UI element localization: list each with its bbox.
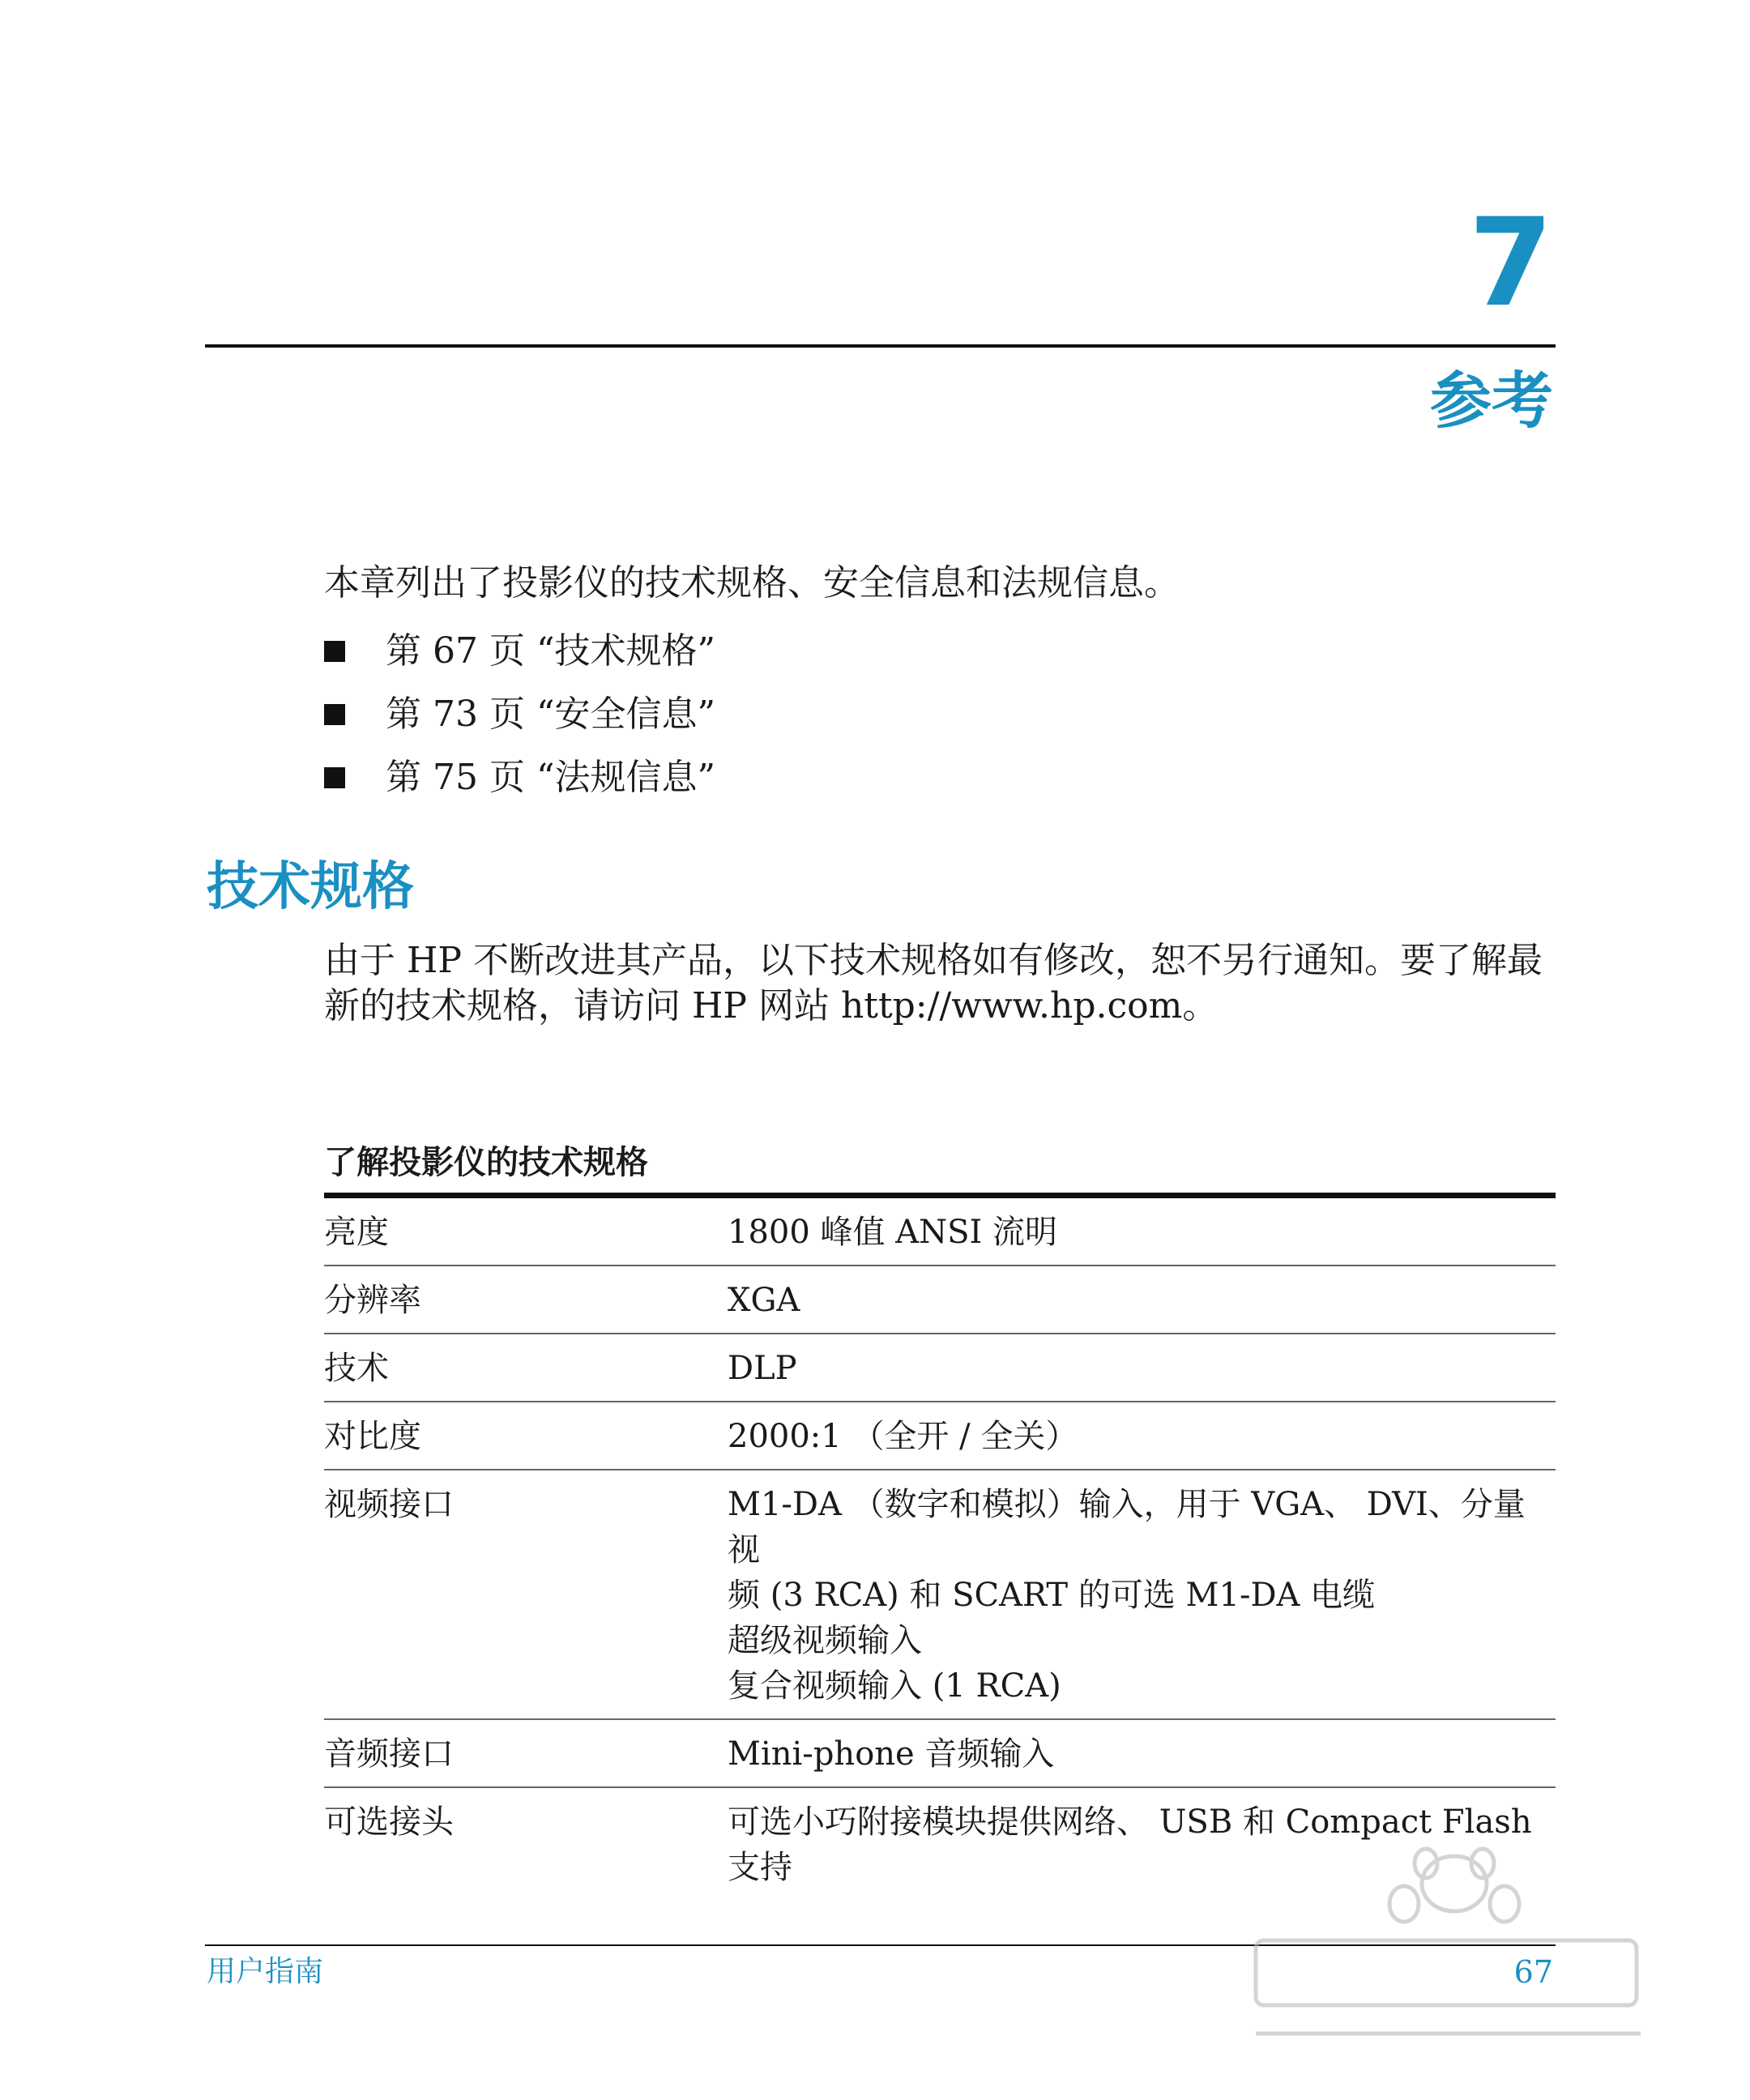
hp-website-link[interactable]: http://www.hp.com xyxy=(840,985,1183,1027)
list-item[interactable] xyxy=(324,746,715,809)
section-body-punct: 。 xyxy=(1182,985,1219,1027)
list-item-text: 第 75 页 “法规信息” xyxy=(386,757,715,798)
table-row xyxy=(324,1198,1556,1266)
bullet-square-icon xyxy=(324,767,345,788)
spec-label: 对比度 xyxy=(324,1418,421,1455)
spec-value-line: 频 (3 RCA) 和 SCART 的可选 M1-DA 电缆 xyxy=(728,1577,1376,1614)
spec-value: 1800 峰值 ANSI 流明 xyxy=(728,1214,1058,1251)
spec-label: 可选接头 xyxy=(324,1803,454,1841)
table-row xyxy=(324,1787,1556,1900)
list-item[interactable] xyxy=(324,620,715,683)
spec-value: Mini-phone 音频输入 xyxy=(728,1735,1055,1773)
footer-divider xyxy=(205,1944,1556,1946)
spec-value: DLP xyxy=(728,1350,797,1387)
footer-guide-title: 用户指南 xyxy=(207,1955,324,1988)
spec-value: XGA xyxy=(728,1282,800,1319)
chapter-number: 7 xyxy=(1468,193,1553,334)
bullet-square-icon xyxy=(324,704,345,725)
spec-value: 可选小巧附接模块提供网络、 USB 和 Compact Flash 支持 xyxy=(728,1803,1532,1886)
spec-label: 视频接口 xyxy=(324,1486,454,1523)
list-item[interactable] xyxy=(324,683,715,746)
table-row xyxy=(324,1470,1556,1719)
chapter-contents-list xyxy=(324,620,715,809)
chapter-divider xyxy=(205,344,1556,348)
table-row xyxy=(324,1266,1556,1334)
list-item-text: 第 73 页 “安全信息” xyxy=(386,694,715,735)
table-row xyxy=(324,1402,1556,1470)
chapter-title: 参考 xyxy=(1430,365,1553,437)
spec-value-line: 超级视频输入 xyxy=(728,1622,922,1659)
spec-table xyxy=(324,1198,1556,1900)
section-body-line: 由于 HP 不断改进其产品，以下技术规格如有修改，恕不另行通知。要了解最 xyxy=(324,940,1543,981)
table-title: 了解投影仪的技术规格 xyxy=(324,1144,648,1181)
spec-value: 2000:1 （全开 / 全关） xyxy=(728,1418,1078,1455)
page-number: 67 xyxy=(1513,1954,1553,1990)
spec-label: 技术 xyxy=(324,1350,389,1387)
spec-value-line: 复合视频输入 (1 RCA) xyxy=(728,1667,1061,1705)
spec-label: 分辨率 xyxy=(324,1282,421,1319)
section-body-line: 新的技术规格，请访问 HP 网站 xyxy=(324,985,841,1027)
spec-label: 亮度 xyxy=(324,1214,389,1251)
spec-label: 音频接口 xyxy=(324,1735,454,1773)
bullet-square-icon xyxy=(324,641,345,662)
spec-value-line: M1-DA （数字和模拟）输入，用于 VGA、 DVI、分量视 xyxy=(728,1486,1526,1569)
table-top-rule xyxy=(324,1193,1556,1198)
table-row xyxy=(324,1719,1556,1787)
table-row xyxy=(324,1334,1556,1402)
section-title: 技术规格 xyxy=(207,857,414,917)
section-body xyxy=(324,938,1556,1029)
list-item-text: 第 67 页 “技术规格” xyxy=(386,630,715,672)
intro-text: 本章列出了投影仪的技术规格、安全信息和法规信息。 xyxy=(324,562,1180,604)
spec-value xyxy=(728,1470,1556,1719)
